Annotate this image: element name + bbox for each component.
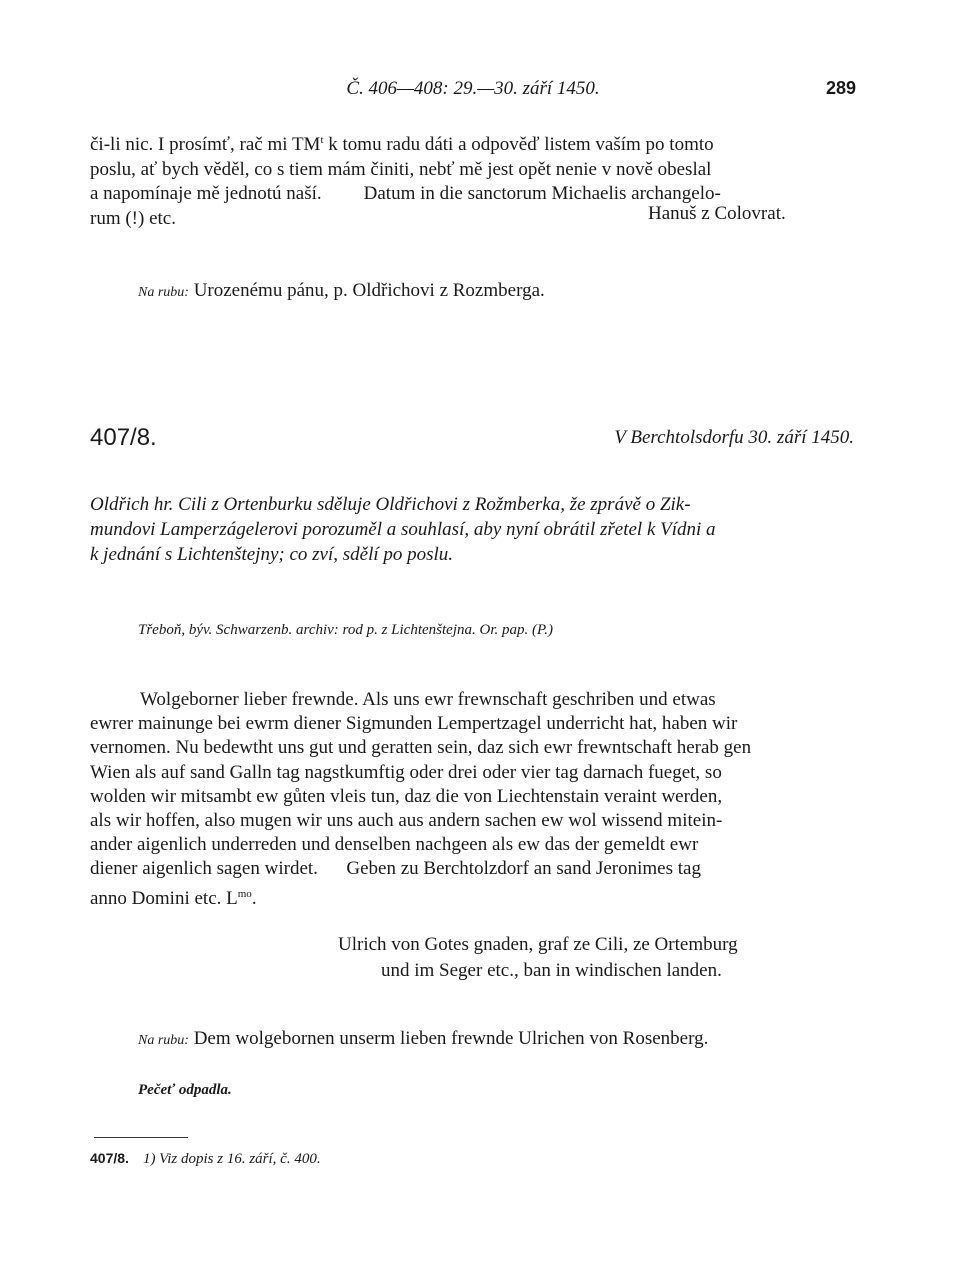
letter-line: ander aigenlich underreden und denselben nachgeen als ew das der gemeldt ewr [90, 834, 699, 856]
superscript: mo [237, 887, 252, 900]
german-letter-text [90, 688, 858, 911]
footnote-number: 407/8. [90, 1150, 129, 1166]
place-date: V Berchtolsdorfu 30. září 1450. [614, 427, 854, 448]
regest [90, 492, 858, 567]
na-rubu-406 [138, 280, 545, 302]
archive-reference: Třeboň, býv. Schwarzenb. archiv: rod p. z Lichtenštejna. Or. pap. (P.) [138, 622, 553, 638]
regest-line: mundovi Lamperzágelerovi porozuměl a souhlasí, aby nyní obrátil zřetel k Vídni a [90, 519, 716, 540]
superscript: t [320, 134, 324, 146]
document-number: 407/8. [90, 424, 157, 451]
running-title: Č. 406—408: 29.—30. září 1450. [346, 78, 600, 99]
na-rubu-label: Na rubu: [138, 285, 189, 300]
letter-line: Wien als auf sand Galln tag nagstkumftig oder drei oder vier tag darnach fueget, so [90, 761, 722, 783]
closing-signature [338, 932, 738, 984]
na-rubu-text: Dem wolgebornen unserm lieben frewnde Ulrichen von Rosenberg. [193, 1028, 709, 1049]
seal-note: Pečeť odpadla. [138, 1082, 232, 1098]
text-line: a napomínaje mě jednotú naší. Datum in die sanctorum Michaelis archangelo- [90, 183, 721, 204]
footnote-text: 1) Viz dopis z 16. září, č. 400. [142, 1151, 321, 1167]
letter-line: vernomen. Nu bedewtht uns gut und geratten sein, daz sich ewr frewntschaft herab gen [90, 737, 752, 759]
text-line: poslu, ať bych věděl, co s tiem mám činiti, nebť mě jest opět nenie v nově obeslal [90, 158, 712, 180]
letter-line: anno Domini etc. $L^{mo}$. [90, 887, 257, 909]
closing-line: Ulrich von Gotes gnaden, graf ze Cili, ze Ortemburg [338, 934, 738, 955]
text-line: rum (!) etc. [90, 207, 176, 229]
na-rubu-label: Na rubu: [138, 1033, 189, 1048]
letter-line: ewrer mainunge bei ewrm diener Sigmunden Lempertzagel underricht hat, haben wir [90, 713, 738, 735]
text-line: či-li nic. I prosímť, rač mi $TM^t$ k tomu radu dáti a odpověď listem vaším po tomto [90, 134, 714, 155]
regest-line: k jednání s Lichtenštejny; co zví, sdělí po poslu. [90, 544, 454, 565]
datum-text: Datum in die sanctorum Michaelis archangelo- [363, 183, 721, 204]
page-number: 289 [825, 78, 856, 98]
regest-line: Oldřich hr. Cili z Ortenburku sděluje Oldřichovi z Rožmberka, že zprávě o Zik- [90, 494, 691, 515]
letter-line: als wir hoffen, also mugen wir uns auch aus andern sachen ew wol wissend mitein- [90, 810, 723, 832]
letter-line: Wolgeborner lieber frewnde. Als uns ewr frewnschaft geschriben und etwas [140, 689, 716, 710]
footnote [90, 1150, 321, 1168]
na-rubu-text: Urozenému pánu, p. Oldřichovi z Rozmberga. [193, 280, 545, 301]
na-rubu-407 [138, 1028, 708, 1050]
signature-406: Hanuš z Colovrat. [648, 203, 786, 224]
letter-line: diener aigenlich sagen wirdet. Geben zu Berchtolzdorf an sand Jeronimes tag [90, 858, 701, 880]
closing-line: und im Seger etc., ban in windischen landen. [381, 960, 722, 981]
letter-line: wolden wir mitsambt ew gůten vleis tun, daz die von Liechtenstain veraint werden, [90, 785, 723, 807]
footnote-divider [94, 1137, 188, 1138]
page-header [90, 78, 856, 108]
